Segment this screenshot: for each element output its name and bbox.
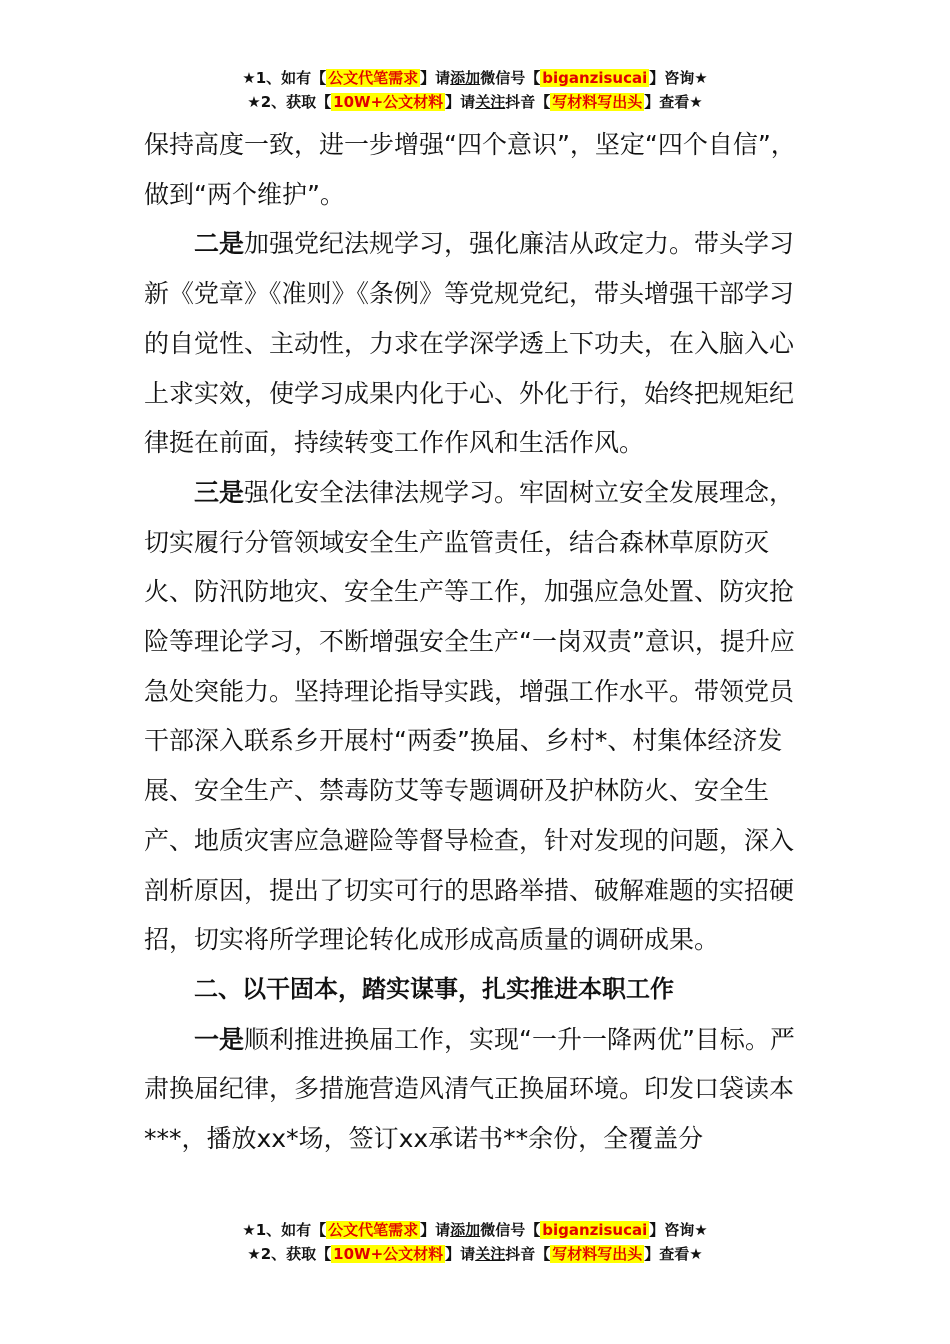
star-icon: ★	[694, 1221, 708, 1239]
highlight-service: 公文代笔需求	[328, 1221, 419, 1239]
banner-line-2: ★2、获取【 10W+公文材料 】请关注抖音【 写材料写出头 】查看★	[247, 1245, 703, 1263]
star-icon: ★	[694, 69, 708, 87]
banner-line-1: ★1、如有【 公文代笔需求 】请添加微信号【 biganzisucai 】咨询★	[242, 69, 708, 87]
bottom-banner	[0, 1218, 950, 1266]
highlight-materials: 10W+公文材料	[333, 93, 444, 111]
top-banner	[0, 66, 950, 114]
star-icon: ★	[689, 93, 703, 111]
highlight-service: 公文代笔需求	[328, 69, 419, 87]
paragraph-lead: 一是	[194, 1024, 245, 1054]
highlight-wechat-id: biganzisucai	[542, 1221, 648, 1239]
paragraph-lead: 二是	[194, 229, 245, 259]
section-heading: 二、以干固本，踏实谋事，扎实推进本职工作	[194, 974, 674, 1003]
document-body	[144, 120, 814, 1164]
paragraph: 三是强化安全法律法规学习。牢固树立安全发展理念，切实履行分管领域安全生产监管责任，结合森林草原防灭火、防汛防地灾、安全生产等工作，加强应急处置、防灾抢险等理论学习，不断增强安全生产“一岗双责”意识，提升应急处突能力。坚持理论指导实践，增强工作水平。带领党员干部深入联系乡开展村“两委”换届、乡村*、村集体经济发展、安全生产、禁毒防艾等专题调研及护林防火、安全生产、地质灾害应急避险等督导检查，针对发现的问题，深入剖析原因，提出了切实可行的思路举措、破解难题的实招硬招，切实将所学理论转化成形成高质量的调研成果。	[144, 477, 795, 955]
highlight-douyin: 写材料写出头	[552, 93, 643, 111]
paragraph-lead: 三是	[194, 477, 245, 507]
paragraph: 保持高度一致，进一步增强“四个意识”，坚定“四个自信”，做到“两个维护”。	[144, 130, 796, 209]
banner-line-2: ★2、获取【 10W+公文材料 】请关注抖音【 写材料写出头 】查看★	[247, 93, 703, 111]
highlight-wechat-id: biganzisucai	[542, 69, 648, 87]
highlight-douyin: 写材料写出头	[552, 1245, 643, 1263]
star-icon: ★	[242, 1221, 256, 1239]
star-icon: ★	[689, 1245, 703, 1263]
banner-line-1: ★1、如有【 公文代笔需求 】请添加微信号【 biganzisucai 】咨询★	[242, 1221, 708, 1239]
paragraph: 一是顺利推进换届工作，实现“一升一降两优”目标。严肃换届纪律，多措施营造风清气正换届环境。印发口袋读本***，播放xx*场，签订xx承诺书**余份，全覆盖分	[144, 1024, 795, 1154]
star-icon: ★	[242, 69, 256, 87]
star-icon: ★	[247, 1245, 261, 1263]
star-icon: ★	[247, 93, 261, 111]
highlight-materials: 10W+公文材料	[333, 1245, 444, 1263]
paragraph: 二是加强党纪法规学习，强化廉洁从政定力。带头学习新《党章》《准则》《条例》等党规党纪，带头增强干部学习的自觉性、主动性，力求在学深学透上下功夫，在入脑入心上求实效，使学习成果内化于心、外化于行，始终把规矩纪律挺在前面，持续转变工作作风和生活作风。	[144, 229, 795, 458]
